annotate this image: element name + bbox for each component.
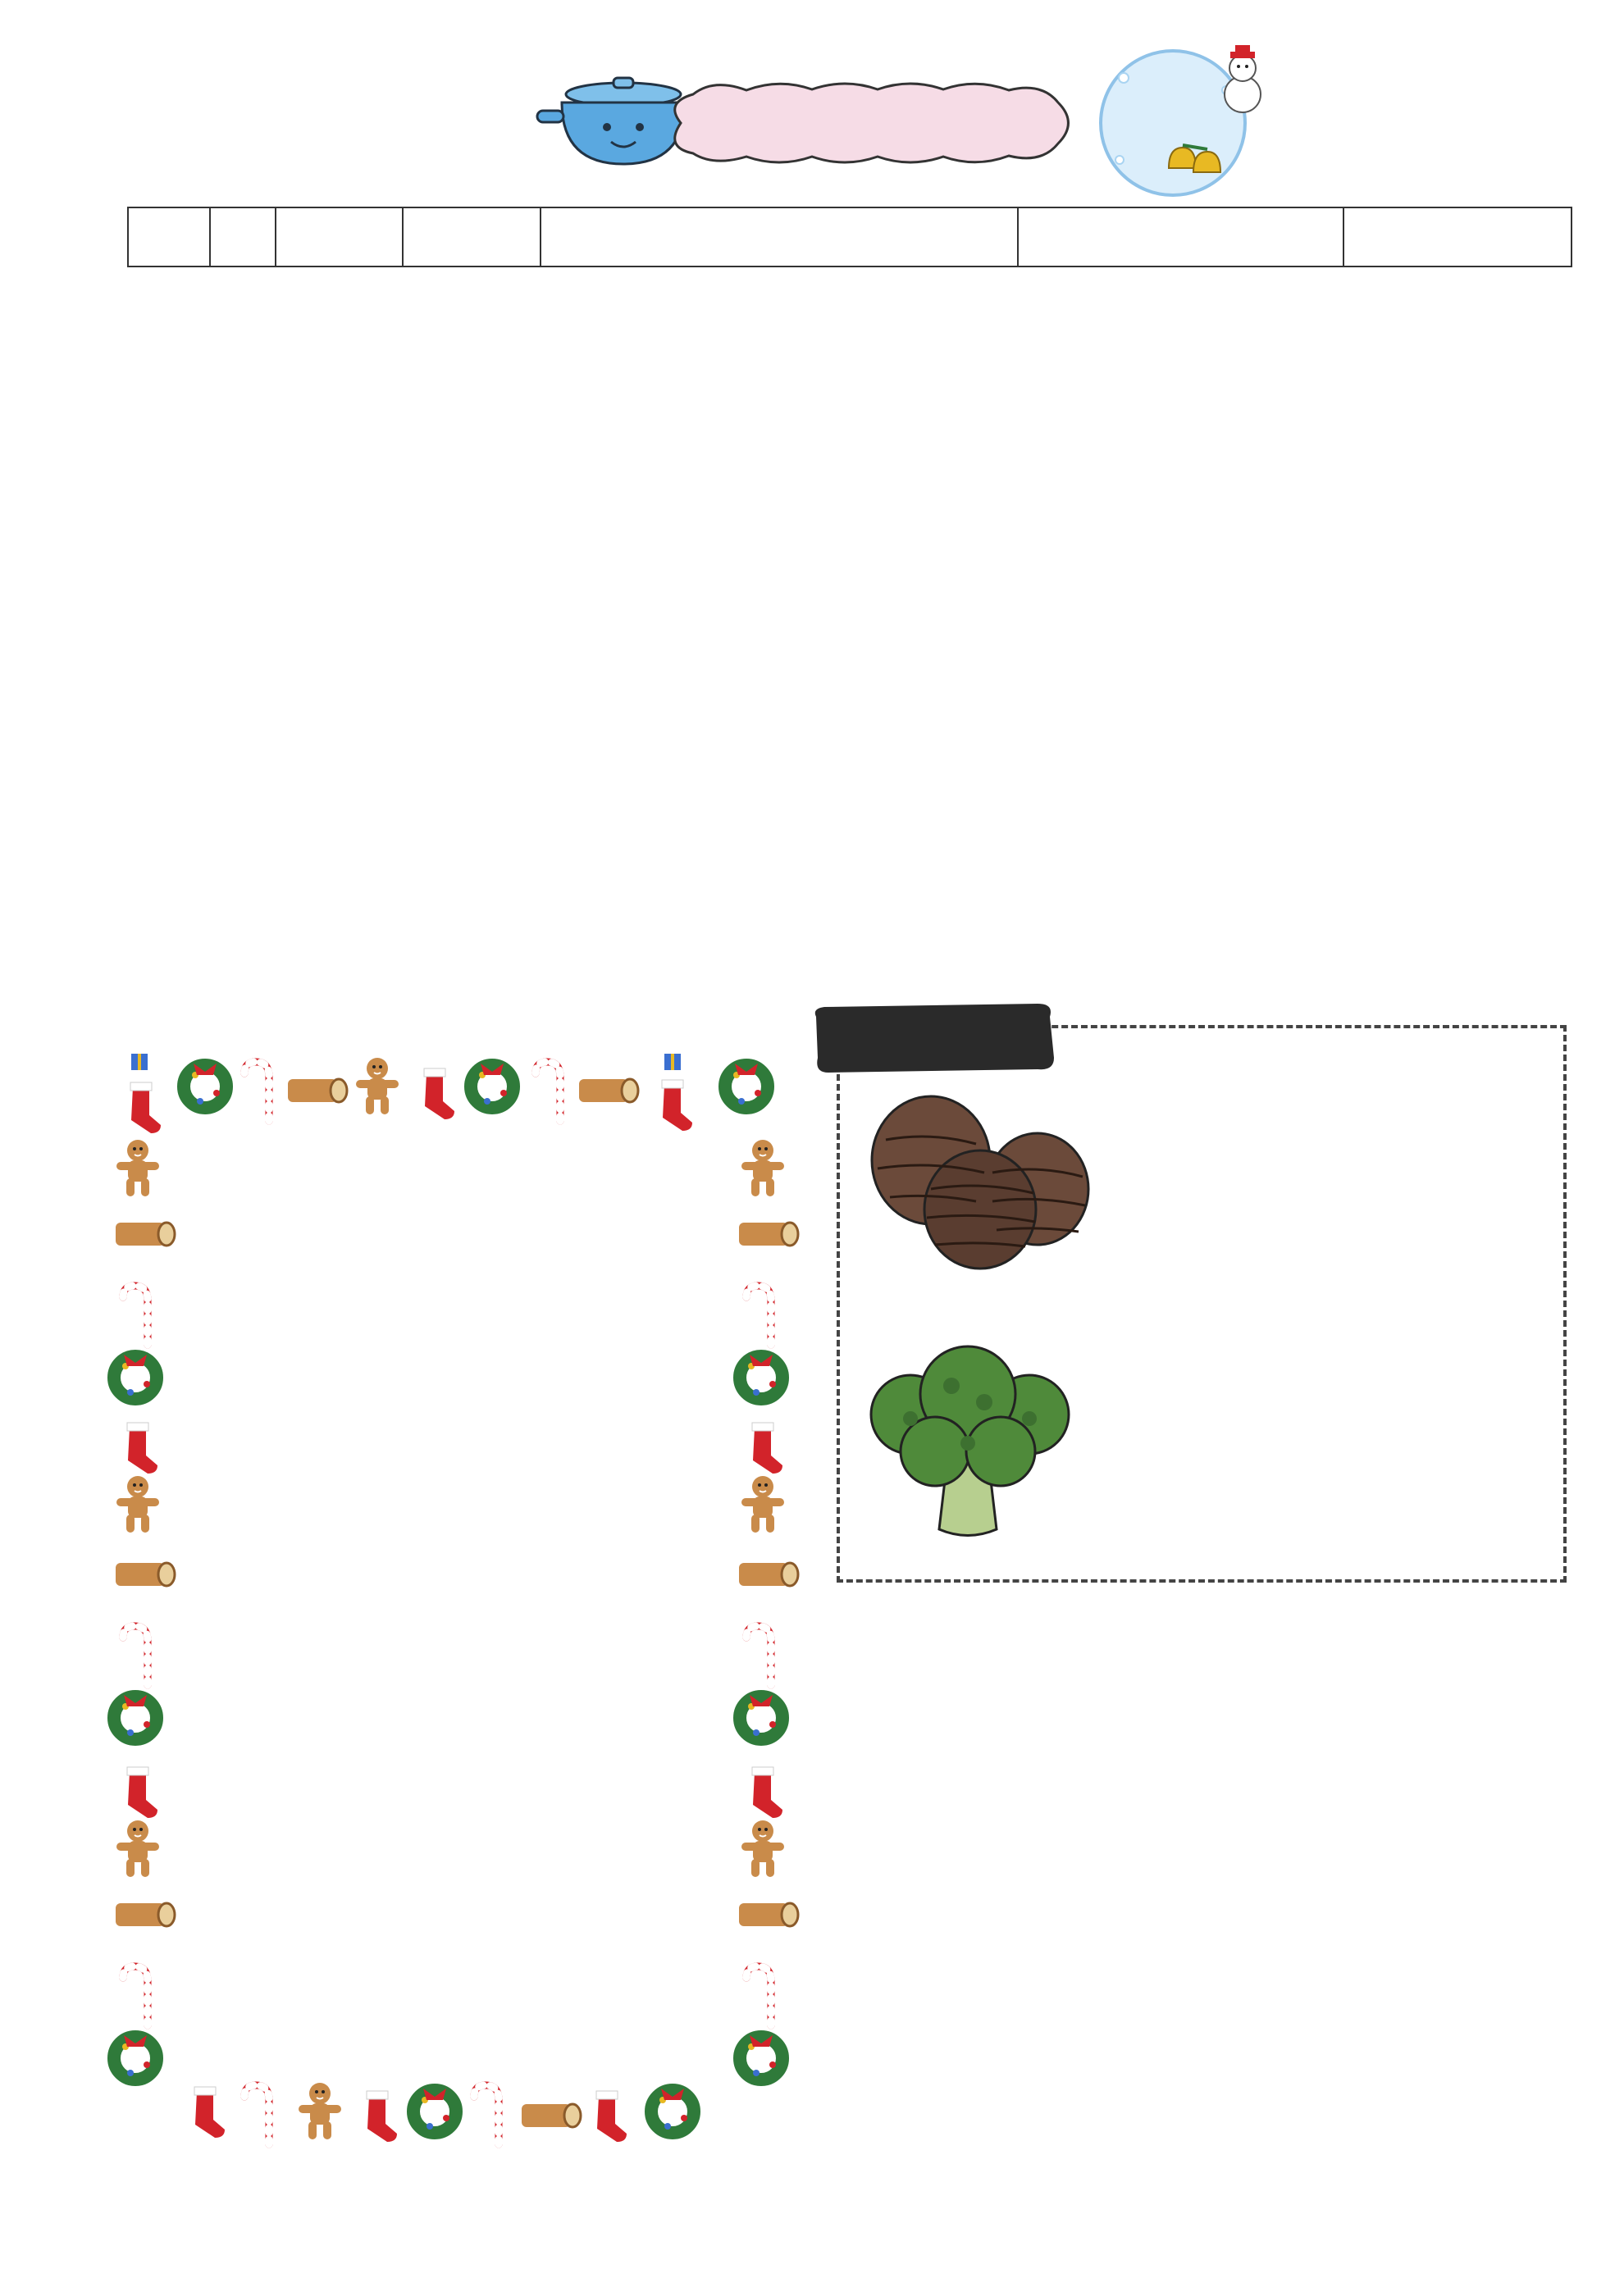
header-snack3 xyxy=(1018,207,1343,266)
school-name xyxy=(176,78,455,168)
header-day xyxy=(128,207,210,266)
menu-table xyxy=(127,207,1572,267)
taro-illustration xyxy=(853,1074,1099,1279)
header-side xyxy=(541,207,1018,266)
header-staple xyxy=(403,207,541,266)
newsletter-title xyxy=(697,89,1058,154)
legend xyxy=(164,984,656,1017)
table-header-row xyxy=(128,207,1572,266)
mochi-title xyxy=(1042,1634,1386,1692)
christmas-menu xyxy=(189,1144,722,1718)
broccoli-illustration xyxy=(853,1337,1091,1550)
mochi-description xyxy=(869,1706,1534,2124)
header-morning-snack xyxy=(276,207,403,266)
taro-description xyxy=(1107,1050,1554,1320)
header-extended xyxy=(1343,207,1572,266)
seasonal-tab-label xyxy=(837,1010,1033,1059)
christmas-paragraph xyxy=(180,1763,722,2124)
month-label xyxy=(1107,61,1247,168)
broccoli-description xyxy=(1107,1355,1554,1560)
header-weekday xyxy=(210,207,276,266)
